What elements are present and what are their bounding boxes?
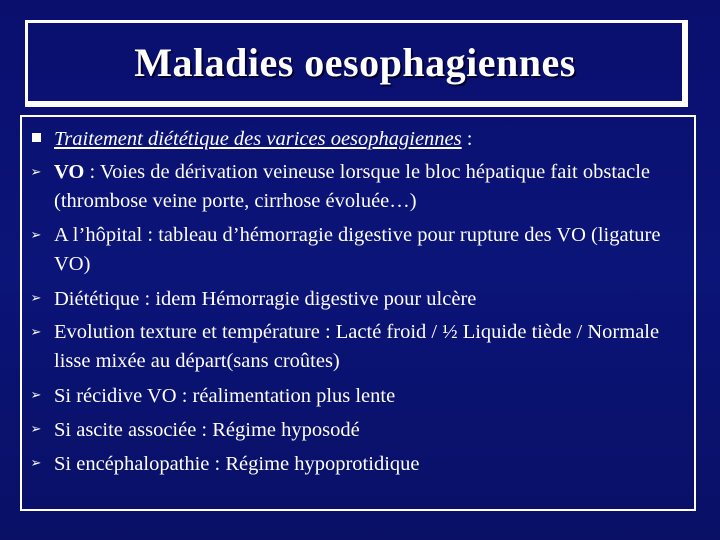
list-item-text: Si récidive VO : réalimentation plus lente xyxy=(54,385,396,407)
list-item-text: Si ascite associée : Régime hyposodé xyxy=(54,419,360,441)
list-item-heading xyxy=(26,122,686,156)
bullet-list xyxy=(26,122,686,481)
arrow-bullet-icon: ➢ xyxy=(30,228,42,243)
list-item xyxy=(26,379,686,413)
arrow-bullet-icon: ➢ xyxy=(30,291,42,306)
slide-title: Maladies oesophagiennes xyxy=(134,39,576,85)
list-item-text: Diététique : idem Hémorragie digestive pour ulcère xyxy=(54,288,477,310)
section-heading: Traitement diététique des varices oesophagiennes xyxy=(54,128,462,150)
list-item xyxy=(26,316,686,379)
list-item-text: Si encéphalopathie : Régime hypoprotidique xyxy=(54,453,420,475)
title-box xyxy=(25,20,688,107)
arrow-bullet-icon: ➢ xyxy=(30,325,42,340)
heading-suffix: : xyxy=(461,128,473,150)
list-item-lead: VO xyxy=(54,161,85,183)
arrow-bullet-icon: ➢ xyxy=(30,422,42,437)
arrow-bullet-icon: ➢ xyxy=(30,388,42,403)
list-item-text: Evolution texture et température : Lacté froid / ½ Liquide tiède / Normale lisse mixée au départ(sans croûtes) xyxy=(54,321,660,372)
list-item xyxy=(26,219,686,282)
square-bullet-icon xyxy=(26,122,46,156)
list-item xyxy=(26,156,686,219)
arrow-bullet-icon: ➢ xyxy=(30,456,42,471)
list-item xyxy=(26,413,686,447)
arrow-bullet-icon: ➢ xyxy=(30,165,42,180)
list-item-text: : Voies de dérivation veineuse lorsque le bloc hépatique fait obstacle (thrombose veine porte, cirrhose évoluée…) xyxy=(54,161,651,212)
list-item-text: A l’hôpital : tableau d’hémorragie digestive pour rupture des VO (ligature VO) xyxy=(54,224,661,275)
list-item xyxy=(26,447,686,481)
list-item xyxy=(26,282,686,316)
